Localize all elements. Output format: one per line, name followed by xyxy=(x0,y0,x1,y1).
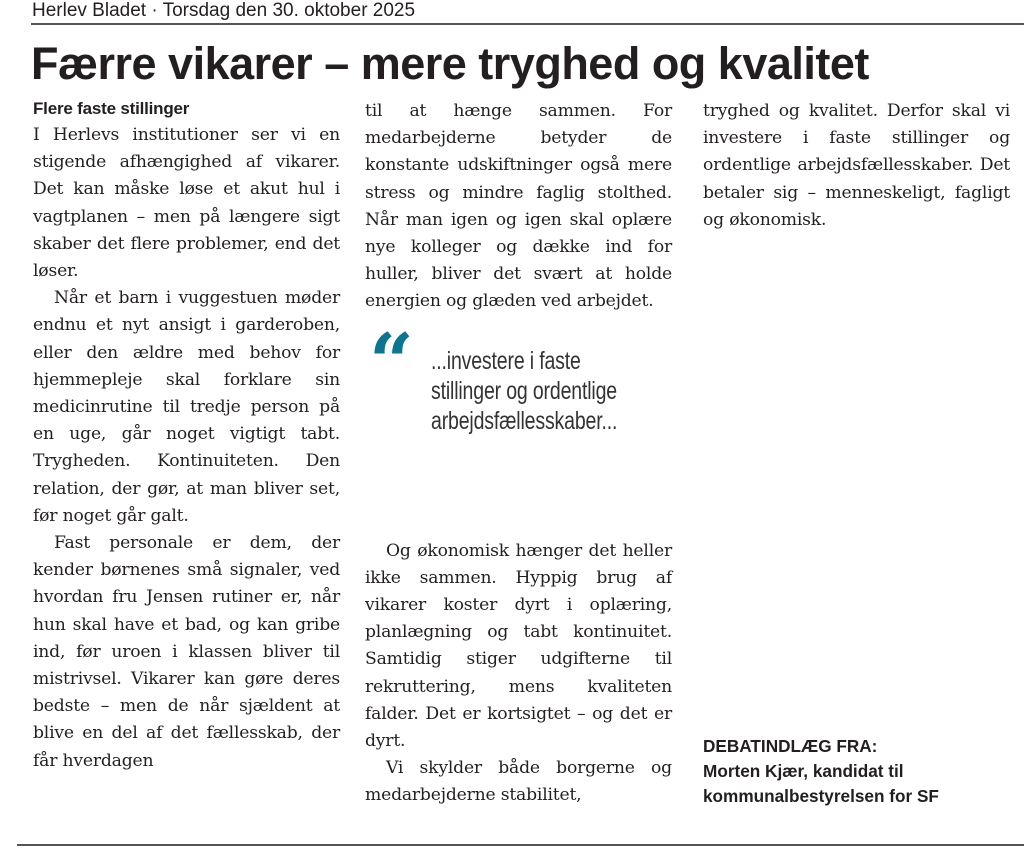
article-column-3 xyxy=(703,98,1010,234)
paragraph: Vi skylder både borgerne og medarbejderne stabilitet, xyxy=(365,758,672,806)
subheading: Flere faste stillinger xyxy=(33,99,190,118)
article-column-1 xyxy=(33,98,340,775)
byline-role: kommunalbestyrelsen for SF xyxy=(703,786,939,806)
masthead-rule xyxy=(31,23,1024,25)
paragraph: Og økonomisk hænger det heller ikke sammen. Hyppig brug af vikarer koster dyrt i oplæring, planlægning og tabt kontinuitet. Samtidig stiger udgifterne til rekruttering, mens kvaliteten falder. Det er kortsigtet – og det er dyrt. xyxy=(365,540,672,752)
byline-label: DEBATINDLÆG FRA: xyxy=(703,736,878,756)
paragraph: Fast personale er dem, der kender børnenes små signaler, ved hvordan fru Jensen rutiner er, når hun skal have et bad, og kan gribe ind, før uroen i klassen bliver til mistrivsel. Vikarer kan gøre deres bedste – men de når sjældent at blive en del af det fællesskab, der får hverdagen xyxy=(33,533,340,771)
paragraph: I Herlevs institutioner ser vi en stigende afhængighed af vikarer. Det kan måske løse et akut hul i vagtplanen – men på længere sigt skaber det flere problemer, end det løser. xyxy=(33,125,340,282)
paragraph: Når et barn i vuggestuen møder endnu et nyt ansigt i garderoben, eller den ældre med behov for hjemmepleje skal forklare sin medicinrutine til tredje person på en uge, går noget vigtigt tabt. Trygheden. Kontinuiteten. Den relation, der gør, at man bliver set, før noget går galt. xyxy=(33,288,340,526)
byline xyxy=(703,734,939,809)
paragraph: tryghed og kvalitet. Derfor skal vi investere i faste stillinger og ordentlige arbejdsfællesskaber. Det betaler sig – menneskeligt, fagligt og økonomisk. xyxy=(703,101,1010,230)
pull-quote-text: ...investere i faste stillinger og ordentlige arbejdsfællesskaber... xyxy=(431,346,618,435)
masthead: Herlev Bladet · Torsdag den 30. oktober 2025 xyxy=(32,0,416,21)
byline-author: Morten Kjær, kandidat til xyxy=(703,761,904,781)
quote-mark-icon: “ xyxy=(369,316,414,408)
pull-quote xyxy=(365,316,672,538)
bottom-rule xyxy=(17,844,1024,846)
paragraph: til at hænge sammen. For medarbejderne betyder de konstante udskiftninger også mere stress og mindre faglig stolthed. Når man igen og igen skal oplære nye kolleger og dække ind for huller, bliver det svært at holde energien og glæden ved arbejdet. xyxy=(365,101,672,312)
headline: Færre vikarer – mere tryghed og kvalitet xyxy=(31,38,869,89)
article-column-2 xyxy=(365,98,672,810)
